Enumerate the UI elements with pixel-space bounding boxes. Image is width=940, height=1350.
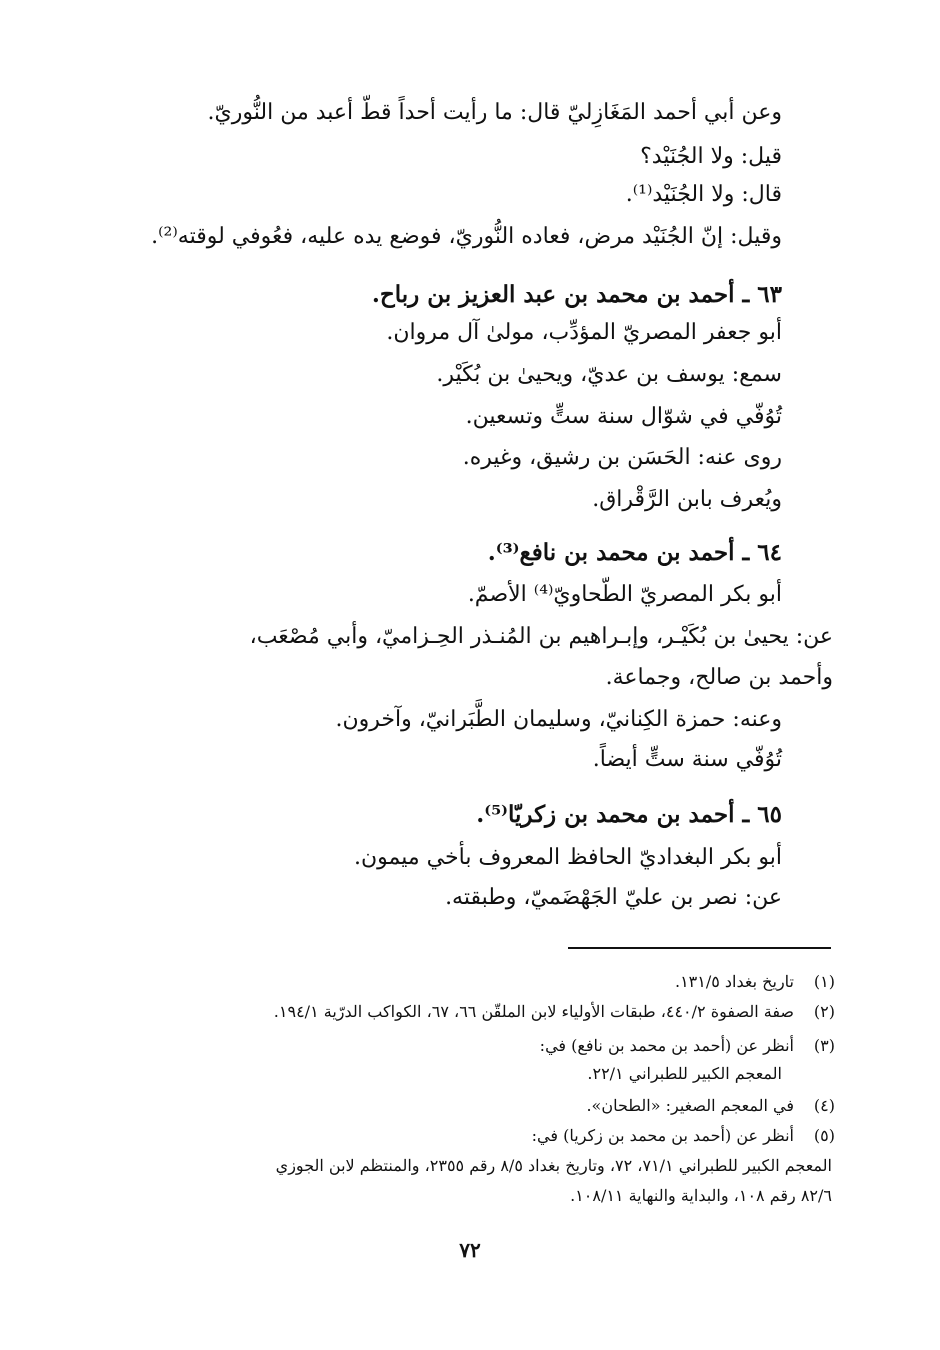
- footnote-divider: [568, 947, 831, 949]
- text-line: أبو بكر البغداديّ الحافظ المعروف بأخي ميمون.: [354, 845, 782, 870]
- text-line: تُوُفّي في شوّال سنة ستٍّ وتسعين.: [465, 404, 782, 429]
- text-line: روى عنه: الحَسَن بن رشيق، وغيره.: [462, 445, 782, 470]
- text-line: عن: نصر بن عليّ الجَهْضَميّ، وطبقته.: [445, 885, 782, 910]
- footnote-text: صفة الصفوة ٤٤٠/٢، طبقات الأولياء لابن الملقّن ٦٦، ٦٧، الكواكب الدرّية ١٩٤/١.: [273, 1002, 794, 1021]
- text-line: قال: ولا الجُنَيْد⁽¹⁾.: [625, 182, 782, 207]
- text-line: قيل: ولا الجُنَيْد؟: [640, 144, 782, 169]
- footnote-text: في المعجم الصغير: «الطحان».: [586, 1096, 794, 1115]
- entry-heading-63: ٦٣ ـ أحمد بن محمد بن عبد العزيز بن رباح.: [371, 281, 782, 308]
- footnote-number: (١): [813, 972, 835, 991]
- text-line: عن: يحيىٰ بن بُكَيْـر، وإبـراهيم بن المُنـذر الحِـزاميّ، وأبي مُصْعَب،: [249, 624, 833, 649]
- text-line: أبو بكر المصريّ الطّحاويّ⁽⁴⁾ الأصمّ.: [467, 582, 782, 607]
- footnote-text: ٨٢/٦ رقم ١٠٨، والبداية والنهاية ١٠٨/١١.: [570, 1186, 832, 1205]
- text-line: وعنه: حمزة الكِنانيّ، وسليمان الطَّبَرانيّ، وآخرون.: [335, 707, 782, 732]
- footnote-number: (٥): [813, 1126, 835, 1145]
- footnote-number: (٤): [813, 1096, 835, 1115]
- text-line: وعن أبي أحمد المَغَازِليّ قال: ما رأيت أحداً قطّ أعبد من النُّوريّ.: [207, 100, 782, 125]
- footnote-text: تاريخ بغداد ١٣١/٥.: [674, 972, 794, 991]
- text-line: وأحمد بن صالح، وجماعة.: [605, 665, 833, 690]
- text-line: سمع: يوسف بن عديّ، ويحيىٰ بن بُكَيْر.: [436, 362, 782, 387]
- entry-heading-65: ٦٥ ـ أحمد بن محمد بن زكريّا⁽⁵⁾.: [476, 801, 782, 828]
- footnote-number: (٣): [813, 1036, 835, 1055]
- text-line: ويُعرف بابن الرَّقْراق.: [592, 487, 782, 512]
- footnote-text: المعجم الكبير للطبراني ٧١/١، ٧٢، وتاريخ بغداد ٨/٥ رقم ٢٣٥٥، والمنتظم لابن الجوزي: [275, 1156, 832, 1175]
- footnote-number: (٢): [813, 1002, 835, 1021]
- text-line: أبو جعفر المصريّ المؤدِّب، مولىٰ آل مروان.: [386, 320, 782, 345]
- text-line: تُوُفّي سنة ستٍّ أيضاً.: [592, 747, 782, 772]
- footnote-text: المعجم الكبير للطبراني ٢٢/١.: [587, 1064, 782, 1083]
- footnote-text: أنظر عن (أحمد بن محمد بن نافع) في:: [539, 1036, 794, 1055]
- entry-heading-64: ٦٤ ـ أحمد بن محمد بن نافع⁽³⁾.: [487, 539, 782, 566]
- page-number: ٧٢: [459, 1238, 481, 1262]
- text-line: وقيل: إنّ الجُنَيْد مرض، فعاده النُّوريّ، فوضع يده عليه، فعُوفي لوقته⁽²⁾.: [151, 224, 782, 249]
- footnote-text: أنظر عن (أحمد بن محمد بن زكريا) في:: [531, 1126, 794, 1145]
